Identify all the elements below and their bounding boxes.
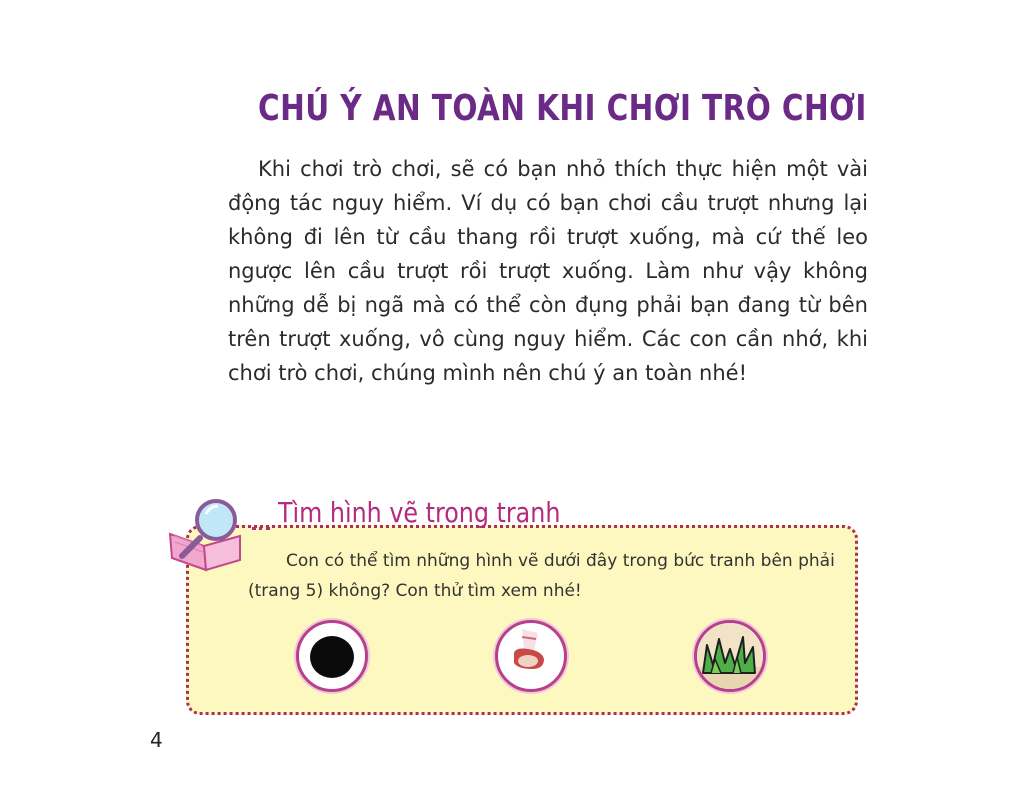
magnifier-book-icon xyxy=(166,496,250,576)
safety-paragraph: Khi chơi trò chơi, sẽ có bạn nhỏ thích thực hiện một vài động tác nguy hiểm. Ví dụ có bạn chơi cầu trượt nhưng lại không đi lên từ cầu thang rồi trượt xuống, mà cứ thế leo ngược lên cầu trượt rồi trượt xuống. Làm như vậy không những dễ bị ngã mà có thể còn đụng phải bạn đang từ bên trên trượt xuống, vô cùng nguy hiểm. Các con cần nhớ, khi chơi trò chơi, chúng mình nên chú ý an toàn nhé! xyxy=(228,157,868,385)
thumbnail-grass[interactable] xyxy=(694,620,766,692)
activity-instruction: Con có thể tìm những hình vẽ dưới đây trong bức tranh bên phải (trang 5) không? Con thử tìm xem nhé! xyxy=(248,551,835,601)
shoe-icon xyxy=(498,623,564,689)
activity-title-underline xyxy=(252,527,270,532)
activity-title: Tìm hình vẽ trong tranh xyxy=(278,496,561,529)
grass-icon xyxy=(697,623,763,689)
page-title: CHÚ Ý AN TOÀN KHI CHƠI TRÒ CHƠI xyxy=(258,88,867,129)
thumbnail-shoe[interactable] xyxy=(495,620,567,692)
page-number: 4 xyxy=(150,728,163,752)
black-dot-icon xyxy=(299,623,365,689)
thumbnail-black-dot[interactable] xyxy=(296,620,368,692)
